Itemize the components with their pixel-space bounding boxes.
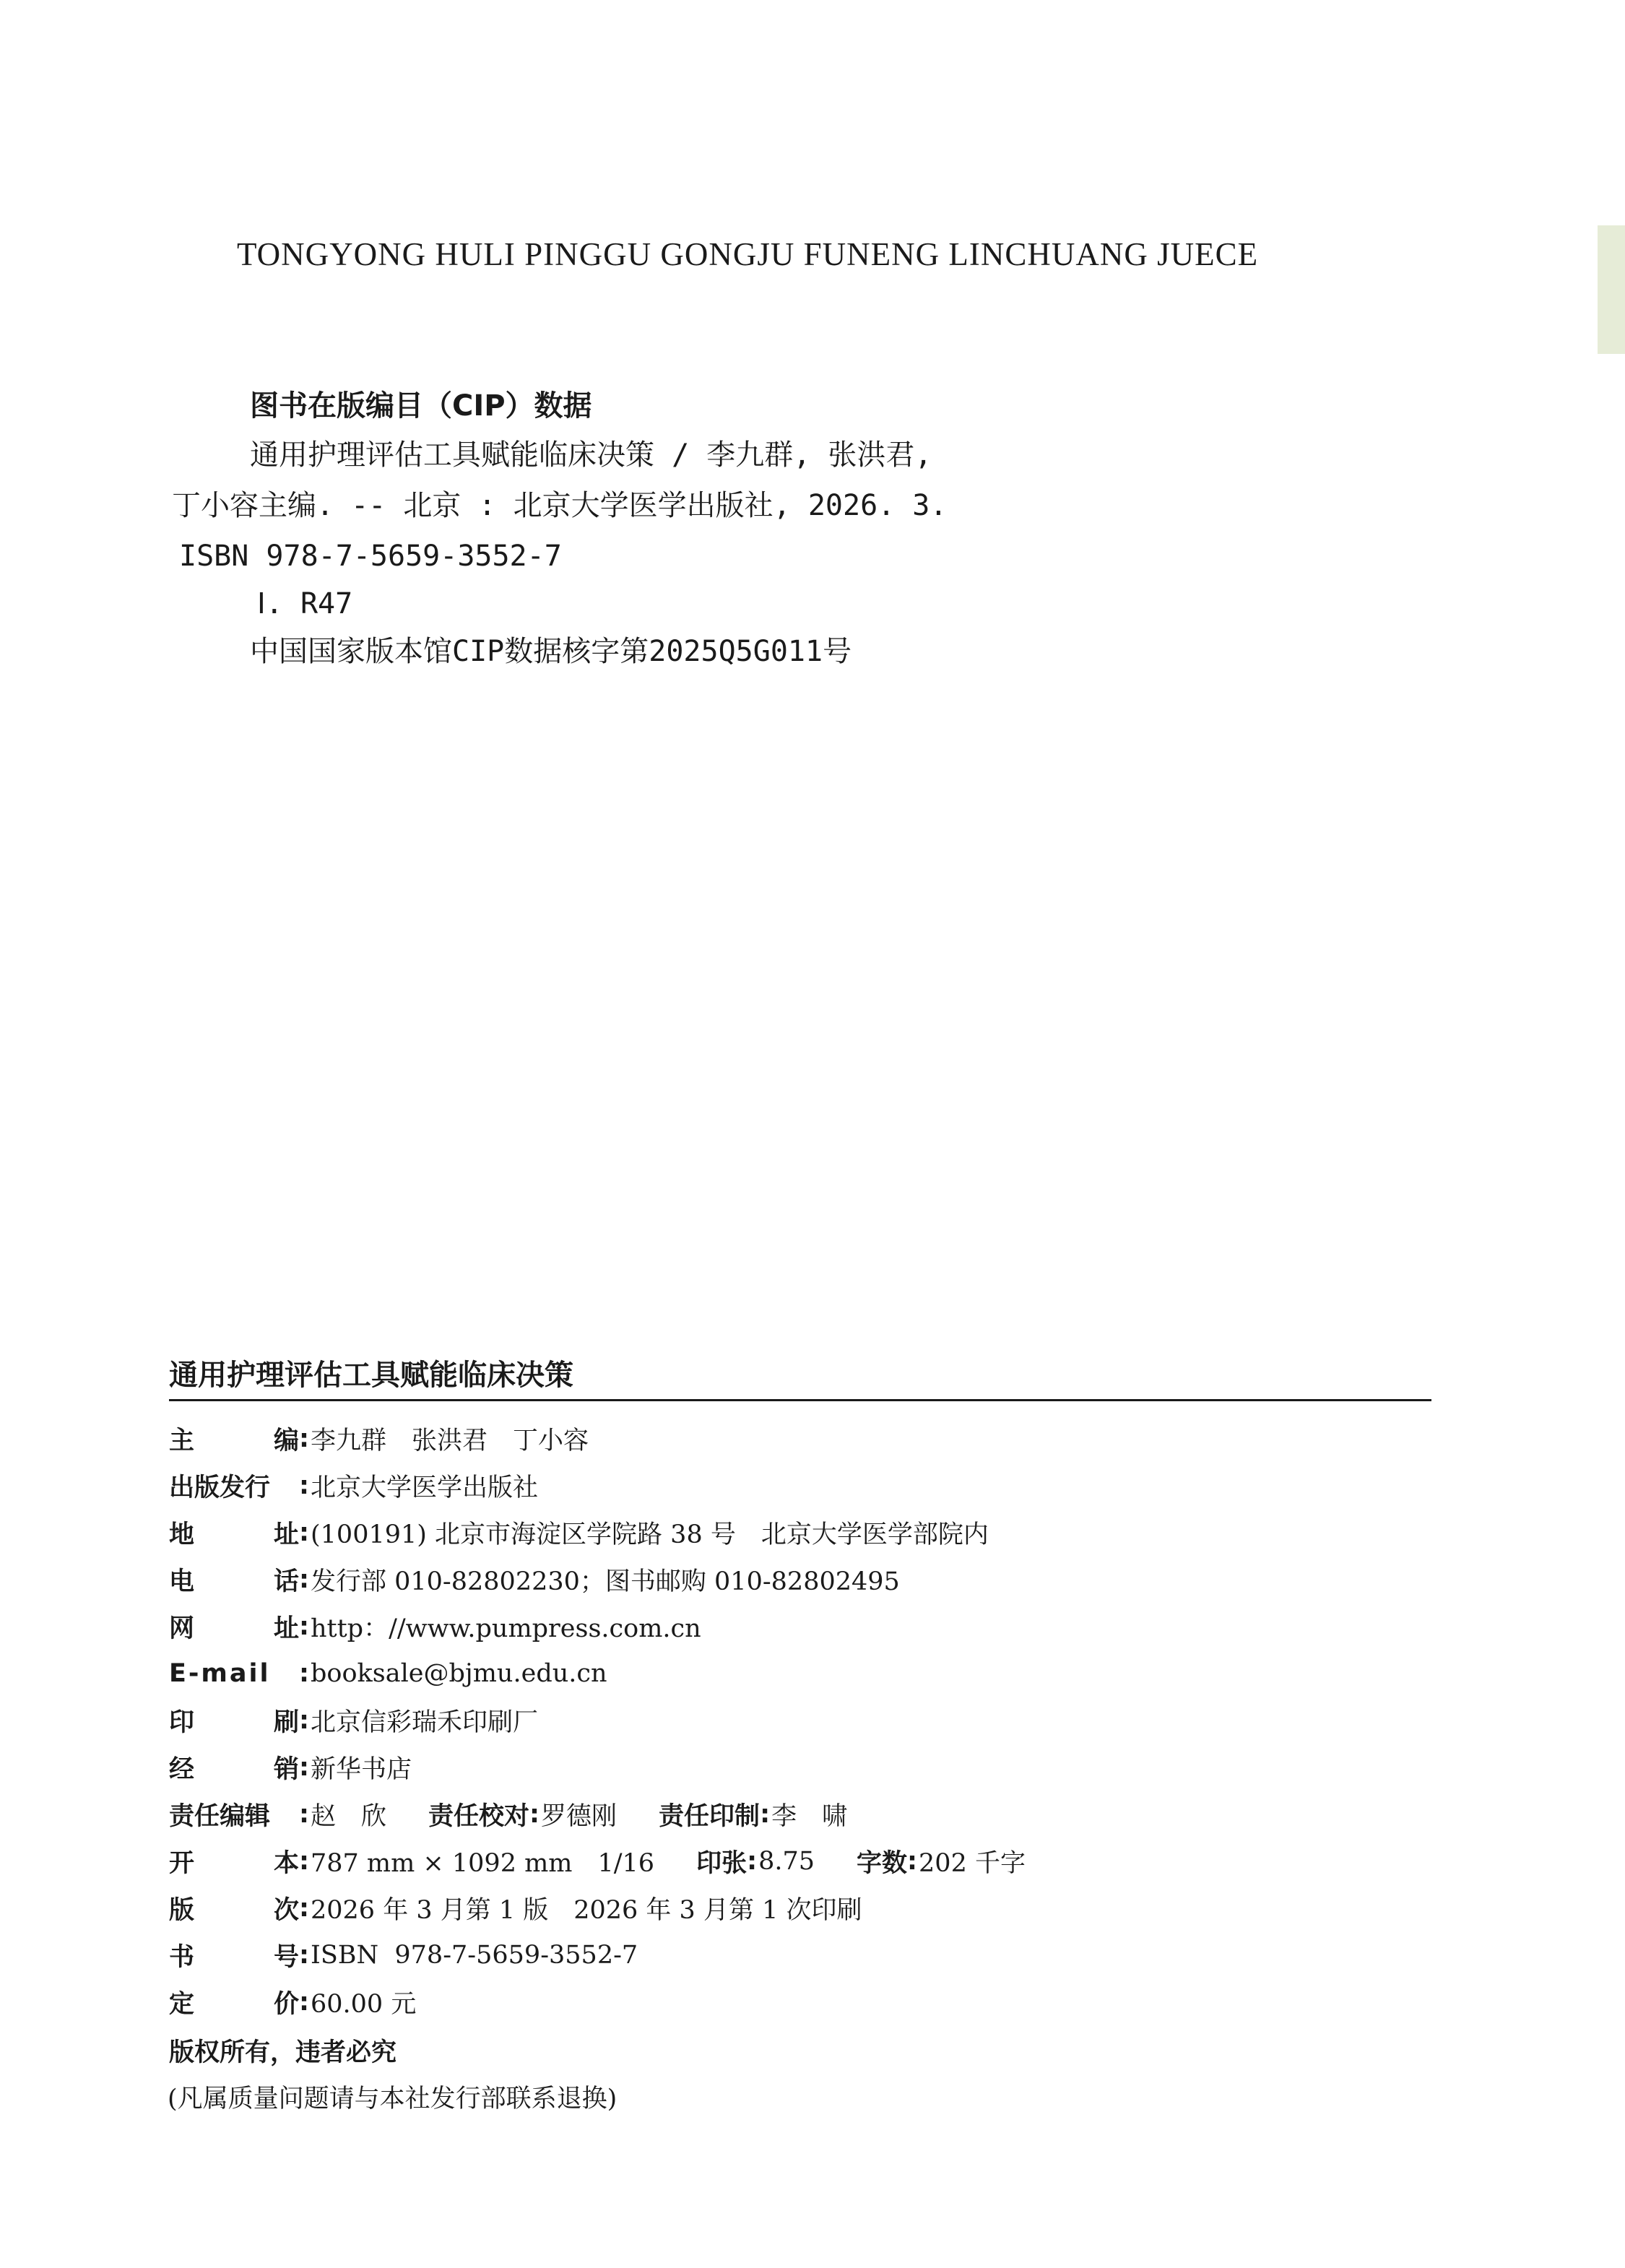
distributor-value: 新华书店 (311, 1755, 412, 1784)
responsible-editor-label: 责任编辑 (169, 1802, 271, 1831)
imprint-row-website: 网 址 : http：//www.pumpress.com.cn (169, 1609, 701, 1644)
address-value: (100191) 北京市海淀区学院路 38 号 北京大学医学部院内 (311, 1520, 989, 1549)
publisher-label: 出版发行 (169, 1473, 271, 1502)
cip-line-isbn: ISBN 978-7-5659-3552-7 (179, 540, 562, 573)
printer-value: 北京信彩瑞禾印刷厂 (311, 1708, 539, 1737)
printer-label: 印 刷 (169, 1708, 299, 1737)
imprint-row-email: E-mail : booksale@bjmu.edu.cn (169, 1659, 607, 1688)
edition-label: 版 次 (169, 1896, 299, 1925)
price-value: 60.00 元 (311, 1990, 417, 2019)
email-value: booksale@bjmu.edu.cn (311, 1659, 607, 1688)
pinyin-title: TONGYONG HULI PINGGU GONGJU FUNENG LINCHUANG JUECE (237, 236, 1259, 272)
imprint-row-distributor: 经 销 : 新华书店 (169, 1750, 412, 1785)
isbn-value: ISBN 978-7-5659-3552-7 (311, 1941, 638, 1970)
proofreader-value: 罗德刚 (541, 1802, 618, 1831)
print-supervisor-value: 李 啸 (771, 1802, 848, 1831)
imprint-book-title: 通用护理评估工具赋能临床决策 (169, 1359, 573, 1392)
responsible-editor-value: 赵 欣 (311, 1802, 387, 1831)
website-value: http：//www.pumpress.com.cn (311, 1614, 701, 1643)
publisher-value: 北京大学医学出版社 (311, 1473, 539, 1502)
cip-line-classification: Ⅰ. R47 (257, 587, 353, 620)
word-count-value: 202 千字 (919, 1849, 1026, 1878)
imprint-row-price: 定 价 : 60.00 元 (169, 1985, 416, 2020)
imprint-row-phone: 电 话 : 发行部 010-82802230；图书邮购 010-82802495 (169, 1562, 900, 1597)
phone-label: 电 话 (169, 1567, 299, 1596)
returns-notice: (凡属质量问题请与本社发行部联系退换) (168, 2085, 618, 2113)
isbn-label: 书 号 (169, 1943, 299, 1972)
website-label: 网 址 (169, 1614, 299, 1643)
imprint-row-isbn: 书 号 : ISBN 978-7-5659-3552-7 (169, 1938, 638, 1973)
format-value: 787 mm × 1092 mm 1/16 (311, 1849, 655, 1878)
email-label: E-mail (169, 1659, 271, 1688)
imprint-row-format: 开 本 : 787 mm × 1092 mm 1/16 印张 : 8.75 字数 : 202 千字 (169, 1844, 1026, 1879)
imprint-row-edition: 版 次 : 2026 年 3 月第 1 版 2026 年 3 月第 1 次印刷 (169, 1891, 862, 1926)
phone-value: 发行部 010-82802230；图书邮购 010-82802495 (311, 1567, 900, 1596)
proofreader-label: 责任校对 (428, 1802, 530, 1831)
print-supervisor-label: 责任印制 (659, 1802, 760, 1831)
format-label: 开 本 (169, 1849, 299, 1878)
imprint-row-staff: 责任编辑 : 赵 欣 责任校对 : 罗德刚 责任印制 : 李 啸 (169, 1797, 847, 1832)
editors-label: 主 编 (169, 1427, 299, 1455)
imprint-title-rule (169, 1399, 1431, 1401)
printed-sheets-label: 印张 (696, 1849, 748, 1878)
imprint-row-printer: 印 刷 : 北京信彩瑞禾印刷厂 (169, 1703, 538, 1738)
edition-value: 2026 年 3 月第 1 版 2026 年 3 月第 1 次印刷 (311, 1896, 862, 1925)
distributor-label: 经 销 (169, 1755, 299, 1784)
word-count-label: 字数 (857, 1849, 908, 1878)
cip-line-title: 通用护理评估工具赋能临床决策 / 李九群, 张洪君, (250, 438, 932, 472)
imprint-row-editors: 主 编 : 李九群 张洪君 丁小容 (169, 1421, 589, 1456)
cip-heading: 图书在版编目（CIP）数据 (250, 389, 592, 423)
address-label: 地 址 (169, 1520, 299, 1549)
printed-sheets-value: 8.75 (758, 1847, 815, 1876)
copyright-statement: 版权所有，违者必究 (169, 2038, 397, 2067)
cip-line-record-number: 中国国家版本馆CIP数据核字第2025Q5G011号 (250, 635, 852, 668)
page-edge-tab (1598, 225, 1625, 354)
imprint-row-address: 地 址 : (100191) 北京市海淀区学院路 38 号 北京大学医学部院内 (169, 1515, 989, 1550)
cip-line-publication: 丁小容主编. -- 北京 : 北京大学医学出版社, 2026. 3. (172, 489, 948, 522)
imprint-row-publisher: 出版发行 : 北京大学医学出版社 (169, 1468, 538, 1503)
price-label: 定 价 (169, 1990, 299, 2019)
editors-value: 李九群 张洪君 丁小容 (311, 1427, 589, 1455)
